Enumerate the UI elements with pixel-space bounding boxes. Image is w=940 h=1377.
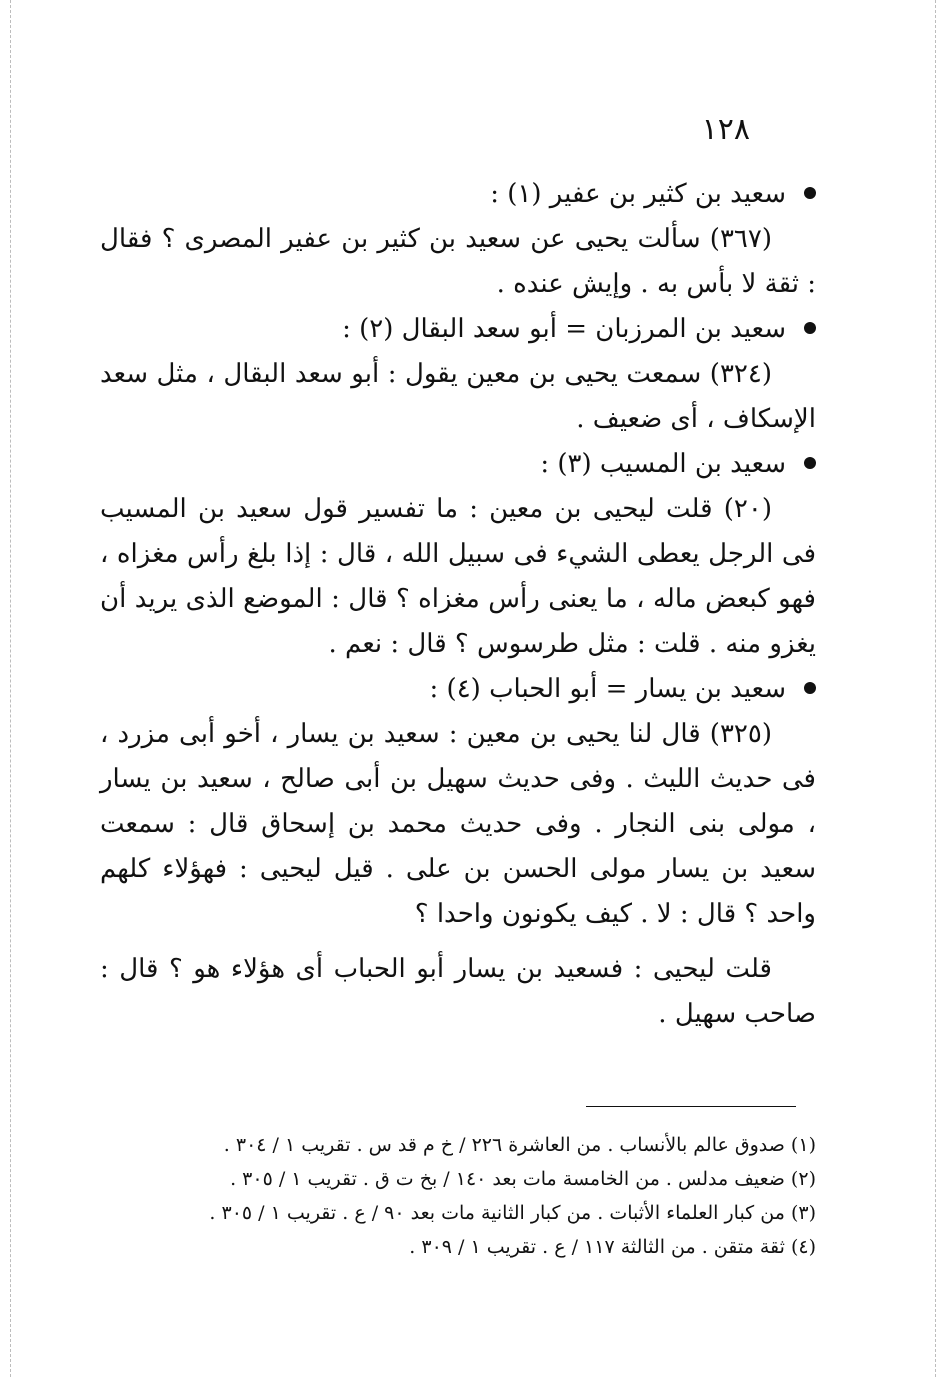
entry-heading xyxy=(100,667,816,712)
entry-paragraph: (٣٦٧) سألت يحيى عن سعيد بن كثير بن عفير المصرى ؟ فقال : ثقة لا بأس به . وإيش عنده . xyxy=(100,224,816,299)
entry-paragraph: (٣٢٥) قال لنا يحيى بن معين : سعيد بن يسار ، أخو أبى مزرد ، فى حديث الليث . وفى حديث سهيل بن أبى صالح ، سعيد بن يسار ، مولى بنى النجار . وفى حديث محمد بن إسحاق قال : سمعت سعيد بن يسار مولى الحسن بن على . قيل ليحيى : فهؤلاء كلهم واحد ؟ قال : لا . كيف يكونون واحدا ؟ xyxy=(100,719,816,929)
entry-heading-text: سعيد بن المرزبان = أبو سعد البقال (٢) : xyxy=(342,314,786,344)
entry-paragraph: (٣٢٤) سمعت يحيى بن معين يقول : أبو سعد البقال ، مثل سعد الإسكاف ، أى ضعيف . xyxy=(100,359,816,434)
entry-paragraph: (٢٠) قلت ليحيى بن معين : ما تفسير قول سعيد بن المسيب فى الرجل يعطى الشيء فى سبيل الله ، قال : إذا بلغ رأس مغزاه ، فهو كبعض ماله ، ما يعنى رأس مغزاه ؟ قال : الموضع الذى يريد أن يغزو منه . قلت : مثل طرسوس ؟ قال : نعم . xyxy=(100,494,816,659)
entry-heading xyxy=(100,442,816,487)
footnote-divider xyxy=(586,1106,796,1107)
footnote: (٤) ثقة متقن . من الثالثة ١١٧ / ع . تقريب ١ / ٣٠٩ . xyxy=(409,1236,816,1258)
footnote: (١) صدوق عالم بالأنساب . من العاشرة ٢٢٦ / خ م قد س . تقريب ١ / ٣٠٤ . xyxy=(223,1134,816,1156)
entry-heading-text: سعيد بن يسار = أبو الحباب (٤) : xyxy=(429,674,786,704)
body-text xyxy=(100,172,816,1037)
bullet-icon xyxy=(804,682,816,694)
entry-paragraph: قلت ليحيى : فسعيد بن يسار أبو الحباب أى هؤلاء هو ؟ قال : صاحب سهيل . xyxy=(100,954,816,1029)
bullet-icon xyxy=(804,322,816,334)
footnote: (٣) من كبار العلماء الأثبات . من كبار الثانية مات بعد ٩٠ / ع . تقريب ١ / ٣٠٥ . xyxy=(209,1202,816,1224)
entry-heading-text: سعيد بن كثير بن عفير (١) : xyxy=(490,179,786,209)
entry-heading xyxy=(100,172,816,217)
scan-edge-left xyxy=(10,0,11,1377)
footnotes xyxy=(100,1128,816,1264)
bullet-icon xyxy=(804,187,816,199)
bullet-icon xyxy=(804,457,816,469)
scan-edge-right xyxy=(935,0,936,1377)
entry-heading xyxy=(100,307,816,352)
page-number: ١٢٨ xyxy=(701,112,750,147)
entry-heading-text: سعيد بن المسيب (٣) : xyxy=(540,449,786,479)
footnote: (٢) ضعيف مدلس . من الخامسة مات بعد ١٤٠ / بخ ت ق . تقريب ١ / ٣٠٥ . xyxy=(230,1168,816,1190)
